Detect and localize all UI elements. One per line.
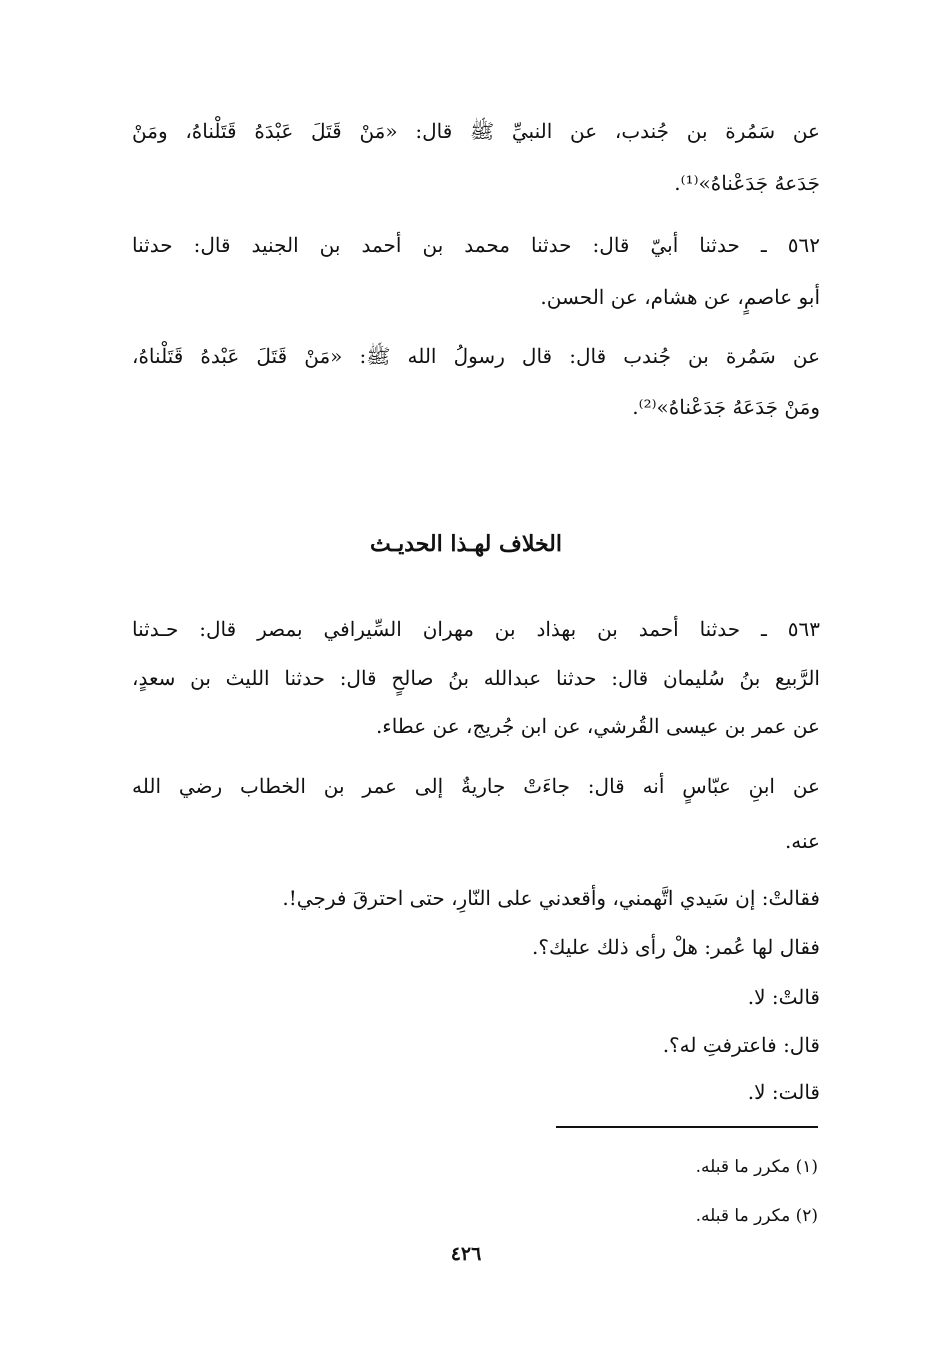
paragraph-1-line-2: جَدَعهُ جَدَعْناهُ»⁽¹⁾. — [674, 171, 820, 195]
hadith-562-line-2: أبو عاصمٍ، عن هشام، عن الحسن. — [540, 285, 820, 309]
paragraph-5-line-2: عنه. — [784, 829, 820, 853]
dialogue-line: فقالتْ: إن سَيدي اتَّهمني، وأقعدني على النّارِ، حتى احترقَ فرجي!. — [282, 886, 820, 910]
hadith-562-line-1: ٥٦٢ ـ حدثنا أبيّ قال: حدثنا محمد بن أحمد بن الجنيد قال: حدثنا — [132, 233, 820, 257]
paragraph-3-line-1: عن سَمُرة بن جُندب قال: قال رسولُ الله ﷺ: «مَنْ قَتَلَ عَبْدهُ قَتَلْناهُ، — [132, 344, 820, 368]
paragraph-1-line-1: عن سَمُرة بن جُندب، عن النبيِّ ﷺ قال: «مَنْ قَتَلَ عَبْدَهُ قَتَلْناهُ، ومَنْ — [132, 119, 820, 143]
dialogue-line: فقال لها عُمر: هلْ رأى ذلك عليك؟. — [532, 935, 820, 959]
footnote-2: (٢) مكرر ما قبله. — [695, 1206, 818, 1226]
dialogue-line: قالت: لا. — [747, 1080, 820, 1104]
dialogue-line: قالتْ: لا. — [747, 985, 820, 1009]
footnote-1: (١) مكرر ما قبله. — [695, 1157, 818, 1177]
paragraph-5-line-1: عن ابنِ عبّاسٍ أنه قال: جاءَتْ جاريةٌ إلى عمر بن الخطاب رضي الله — [132, 774, 820, 798]
dialogue-line: قال: فاعترفتِ له؟. — [662, 1033, 820, 1057]
page-number: ٤٢٦ — [450, 1243, 482, 1265]
hadith-563-line-3: عن عمر بن عيسى القُرشي، عن ابن جُريج، عن عطاء. — [375, 714, 820, 738]
hadith-563-line-2: الرَّبيع بنُ سُليمان قال: حدثنا عبدالله بنُ صالحٍ قال: حدثنا الليث بن سعدٍ، — [132, 666, 820, 690]
footnote-separator — [556, 1126, 818, 1128]
section-heading: الخلاف لهـذا الحديـث — [370, 531, 562, 557]
hadith-563-line-1: ٥٦٣ ـ حدثنا أحمد بن بهذاد بن مهران السِّيرافي بمصر قال: حـدثنا — [132, 617, 820, 641]
paragraph-3-line-2: ومَنْ جَدَعَهُ جَدَعْناهُ»⁽²⁾. — [632, 395, 820, 419]
